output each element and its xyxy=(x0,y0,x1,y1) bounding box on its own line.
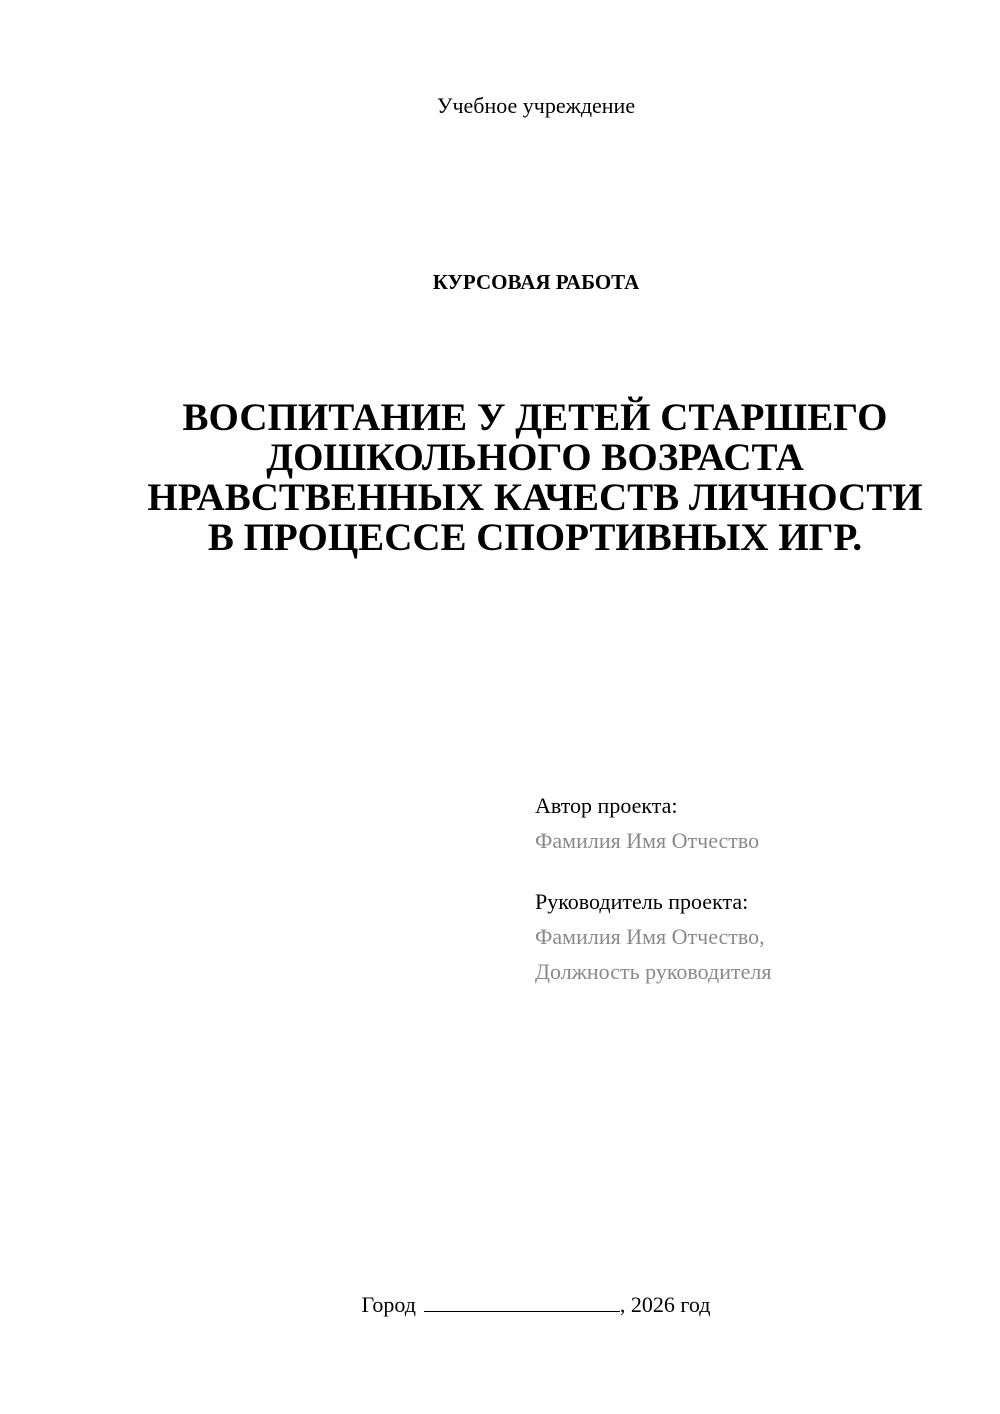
author-name: Фамилия Имя Отчество xyxy=(535,828,760,853)
supervisor-position: Должность руководителя xyxy=(535,959,772,984)
credits-block xyxy=(535,788,975,989)
work-type: КУРСОВАЯ РАБОТА xyxy=(432,270,640,294)
institution-name: Учебное учреждение xyxy=(436,93,636,118)
title-line: НРАВСТВЕННЫХ КАЧЕСТВ ЛИЧНОСТИ xyxy=(147,476,923,519)
title-line: В ПРОЦЕССЕ СПОРТИВНЫХ ИГР. xyxy=(207,516,863,559)
author-label: Автор проекта: xyxy=(535,793,678,818)
title-line: ВОСПИТАНИЕ У ДЕТЕЙ СТАРШЕГО xyxy=(182,396,888,439)
year-text: , 2026 год xyxy=(619,1292,711,1317)
credits-spacer xyxy=(535,858,975,884)
city-blank-line xyxy=(424,1291,620,1312)
city-label: Город xyxy=(361,1292,416,1317)
supervisor-name: Фамилия Имя Отчество, xyxy=(535,924,765,949)
title-line: ДОШКОЛЬНОГО ВОЗРАСТА xyxy=(266,436,804,479)
footer-city-year xyxy=(0,1290,1000,1320)
supervisor-label: Руководитель проекта: xyxy=(535,889,749,914)
document-title xyxy=(120,398,950,558)
